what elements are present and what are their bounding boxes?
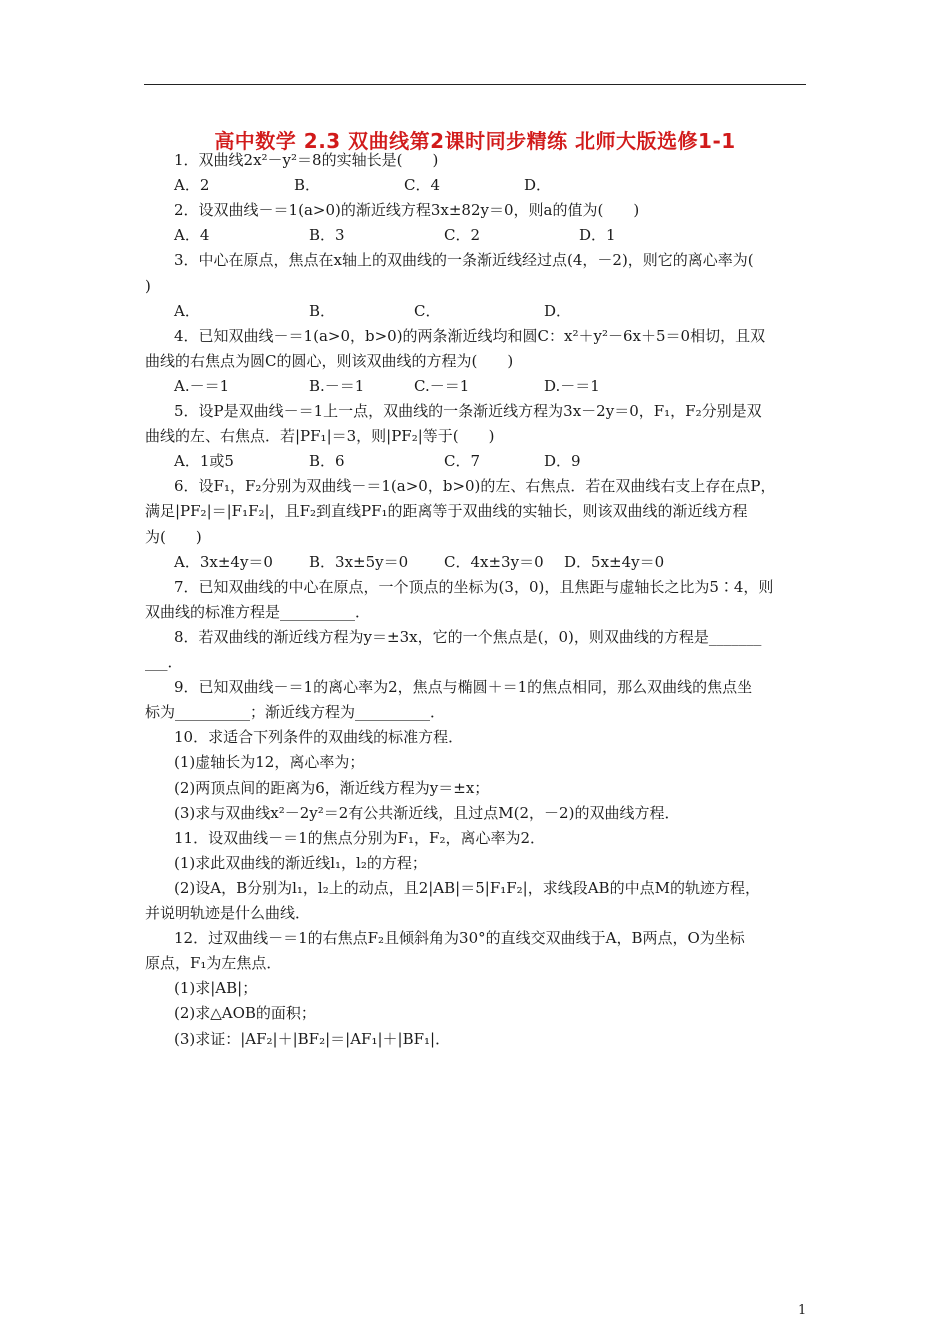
- problem-line: 并说明轨迹是什么曲线．: [145, 904, 311, 922]
- answer-option: D．: [524, 176, 552, 195]
- problem-line: 1．双曲线2x²－y²＝8的实轴长是( ): [174, 151, 439, 169]
- problem-line: (3)求与双曲线x²－2y²＝2有公共渐近线，且过点M(2，－2)的双曲线方程．: [174, 803, 680, 822]
- answer-option: B．6: [309, 452, 345, 471]
- answer-option: C．2: [444, 226, 481, 245]
- problem-line: 满足|PF₂|＝|F₁F₂|，且F₂到直线PF₁的距离等于双曲线的实轴长，则该双曲线的渐近线方程: [145, 502, 748, 521]
- problem-line: ): [145, 276, 151, 295]
- answer-option: B．: [294, 176, 321, 195]
- problem-line: 6．设F₁，F₂分别为双曲线－＝1(a>0，b>0)的左、右焦点．若在双曲线右支上存在点P，: [174, 477, 776, 496]
- answer-option: A．4: [174, 226, 210, 245]
- problem-line: 双曲线的标准方程是__________．: [145, 602, 371, 621]
- answer-option: B．: [309, 301, 336, 320]
- problem-line: ___．: [145, 653, 183, 671]
- problem-line: (2)求△AOB的面积；: [174, 1004, 316, 1023]
- problem-line: 标为__________；渐近线方程为__________．: [145, 703, 446, 722]
- answer-option: C.－＝1: [414, 376, 470, 395]
- answer-option: C．: [414, 301, 441, 320]
- answer-option: B．3x±5y＝0: [309, 552, 409, 571]
- problem-line: 4．已知双曲线－＝1(a>0，b>0)的两条渐近线均和圆C：x²＋y²－6x＋5＝0相切，且双: [174, 326, 766, 345]
- problem-line: 曲线的右焦点为圆C的圆心，则该双曲线的方程为( ): [145, 351, 514, 370]
- problem-line: (1)虚轴长为12，离心率为；: [174, 753, 365, 772]
- answer-option: A.－＝1: [174, 376, 230, 395]
- answer-option: D．: [544, 301, 572, 320]
- problem-line: (3)求证：|AF₂|＋|BF₂|＝|AF₁|＋|BF₁|．: [174, 1029, 451, 1048]
- problem-line: 9．已知双曲线－＝1的离心率为2，焦点与椭圆＋＝1的焦点相同，那么双曲线的焦点坐: [174, 678, 753, 697]
- answer-option: B．3: [309, 226, 345, 245]
- problem-line: (2)设A，B分别为l₁，l₂上的动点，且2|AB|＝5|F₁F₂|，求线段AB的中点M的轨迹方程，: [174, 878, 760, 897]
- problem-line: (2)两顶点间的距离为6，渐近线方程为y＝±x；: [174, 778, 490, 797]
- answer-option: A．1或5: [174, 452, 234, 471]
- answer-option: A．: [174, 301, 200, 320]
- problem-line: 7．已知双曲线的中心在原点，一个顶点的坐标为(3，0)，且焦距与虚轴长之比为5∶4，则: [174, 577, 774, 596]
- answer-option: B.－＝1: [309, 376, 365, 395]
- problem-line: 为( ): [145, 527, 202, 546]
- problem-line: 曲线的左、右焦点．若|PF₁|＝3，则|PF₂|等于( ): [145, 427, 495, 446]
- problem-line: (1)求|AB|；: [174, 979, 258, 998]
- header-rule: [144, 84, 806, 85]
- problem-line: 2．设双曲线－＝1(a>0)的渐近线方程3x±82y＝0，则a的值为( ): [174, 201, 640, 220]
- problem-line: 5．设P是双曲线－＝1上一点，双曲线的一条渐近线方程为3x－2y＝0，F₁，F₂分别是双: [174, 402, 762, 420]
- page-number: 1: [798, 1303, 807, 1318]
- answer-option: C．4: [404, 176, 441, 195]
- problem-line: 12．过双曲线－＝1的右焦点F₂且倾斜角为30°的直线交双曲线于A，B两点，O为坐标: [174, 929, 745, 948]
- problem-line: (1)求此双曲线的渐近线l₁，l₂的方程；: [174, 853, 427, 872]
- problem-line: 11．设双曲线－＝1的焦点分别为F₁，F₂，离心率为2．: [174, 828, 546, 847]
- problem-line: 原点，F₁为左焦点．: [145, 954, 282, 973]
- problem-line: 3．中心在原点，焦点在x轴上的双曲线的一条渐近线经过点(4，－2)，则它的离心率为(: [174, 251, 754, 270]
- page-title: 高中数学 2.3 双曲线第2课时同步精练 北师大版选修1-1: [214, 129, 736, 153]
- answer-option: C．7: [444, 452, 481, 471]
- answer-option: D.－＝1: [544, 376, 600, 395]
- answer-option: A．3x±4y＝0: [174, 552, 273, 571]
- answer-option: D．1: [579, 226, 616, 245]
- answer-option: A．2: [174, 176, 210, 195]
- answer-option: D．9: [544, 452, 581, 471]
- answer-option: D．5x±4y＝0: [564, 552, 665, 571]
- answer-option: C．4x±3y＝0: [444, 552, 544, 571]
- problem-line: 8．若双曲线的渐近线方程为y＝±3x，它的一个焦点是(，0)，则双曲线的方程是_______: [174, 627, 762, 646]
- problem-line: 10．求适合下列条件的双曲线的标准方程．: [174, 728, 464, 747]
